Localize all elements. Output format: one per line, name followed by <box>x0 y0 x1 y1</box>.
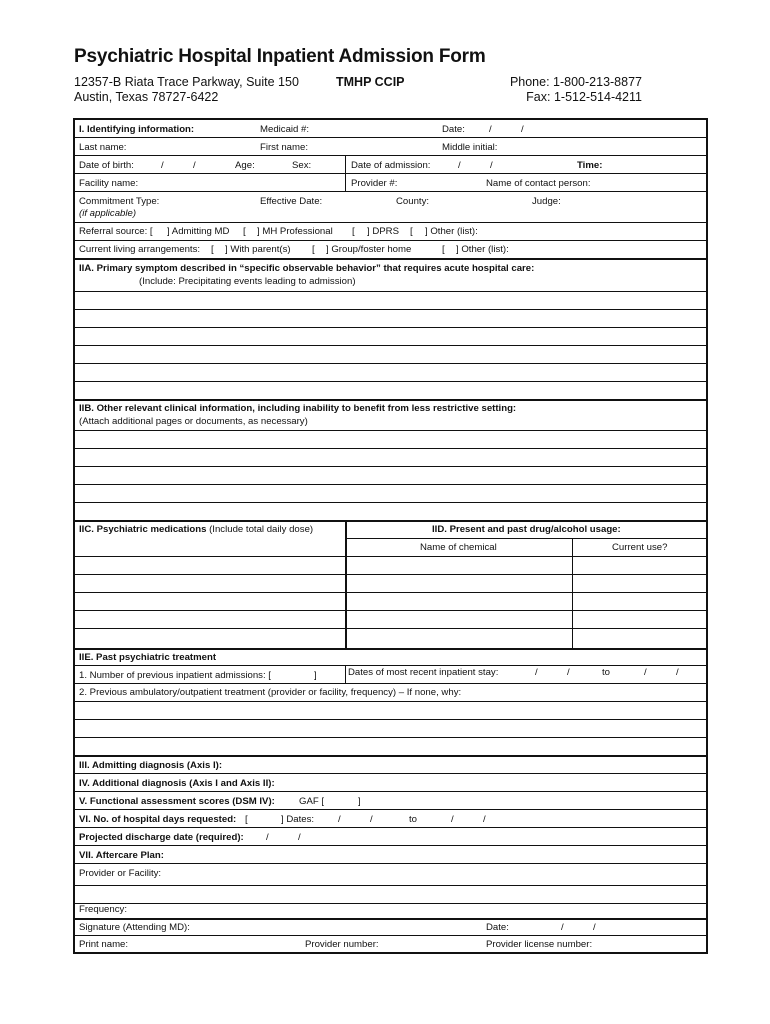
living-arrangements-label: Current living arrangements: <box>79 244 201 255</box>
age-field[interactable]: Age: <box>235 160 255 171</box>
form-title: Psychiatric Hospital Inpatient Admission Form <box>74 46 486 67</box>
referral-other-checkbox[interactable]: ] Other (list): <box>425 226 478 237</box>
bracket: ] <box>314 670 317 681</box>
row-divider <box>75 665 706 666</box>
section-2b-subheading: (Attach additional pages or documents, as necessary) <box>79 416 308 427</box>
section-divider <box>75 648 706 650</box>
recent-stay-field[interactable]: Dates of most recent inpatient stay: <box>348 667 499 678</box>
gaf-score-field[interactable]: GAF [ <box>299 796 325 807</box>
row-divider <box>75 191 706 192</box>
dates-slash: / <box>370 814 373 825</box>
referral-admitting-md-checkbox[interactable]: ] Admitting MD <box>167 226 230 237</box>
row-divider <box>75 222 706 223</box>
date-field[interactable]: Date: <box>442 124 465 135</box>
section-2c-title: IIC. Psychiatric medications <box>79 524 207 535</box>
facility-name-field[interactable]: Facility name: <box>79 178 139 189</box>
bracket: ] <box>358 796 361 807</box>
requested-dates-field[interactable]: ] Dates: <box>281 814 315 825</box>
medication-input-line[interactable] <box>75 556 706 575</box>
aftercare-plan-heading: VII. Aftercare Plan: <box>79 850 164 861</box>
discharge-slash: / <box>298 832 301 843</box>
dob-field[interactable]: Date of birth: <box>79 160 134 171</box>
bracket: [ <box>352 226 355 237</box>
signature-field[interactable]: Signature (Attending MD): <box>79 922 190 933</box>
dob-slash: / <box>193 160 196 171</box>
middle-initial-field[interactable]: Middle initial: <box>442 142 498 153</box>
section-2b-heading: IIB. Other relevant clinical information, including inability to benefit from less restrictive setting: <box>79 403 517 414</box>
fax-number: Fax: 1-512-514-4211 <box>526 90 642 104</box>
section-divider <box>75 520 706 522</box>
signature-date-slash: / <box>593 922 596 933</box>
row-divider <box>75 791 706 792</box>
address-line-2: Austin, Texas 78727-6422 <box>74 90 219 104</box>
symptom-input-line[interactable] <box>75 291 706 310</box>
bracket: [ <box>312 244 315 255</box>
row-divider <box>75 863 706 864</box>
row-divider <box>75 240 706 241</box>
ambulatory-input-line[interactable] <box>75 737 706 756</box>
stay-to-label: to <box>602 667 611 678</box>
row-divider <box>347 538 706 539</box>
first-name-field[interactable]: First name: <box>260 142 308 153</box>
print-name-field[interactable]: Print name: <box>79 939 129 950</box>
admission-date-slash: / <box>490 160 493 171</box>
row-divider <box>75 683 706 684</box>
row-divider <box>75 809 706 810</box>
ambulatory-input-line[interactable] <box>75 701 706 720</box>
county-field[interactable]: County: <box>396 196 430 207</box>
column-divider <box>345 665 346 683</box>
section-divider <box>75 258 706 260</box>
section-2c-heading <box>79 524 313 536</box>
bracket: [ <box>243 226 246 237</box>
provider-number-sign-field[interactable]: Provider number: <box>305 939 379 950</box>
additional-diagnosis-field[interactable]: IV. Additional diagnosis (Axis I and Axis II): <box>79 778 275 789</box>
judge-field[interactable]: Judge: <box>532 196 561 207</box>
provider-number-field[interactable]: Provider #: <box>351 178 398 189</box>
section-2a-heading: IIA. Primary symptom described in “specific observable behavior” that requires acute hospital care: <box>79 263 535 274</box>
living-group-foster-checkbox[interactable]: ] Group/foster home <box>326 244 412 255</box>
signature-date-field[interactable]: Date: <box>486 922 509 933</box>
living-with-parents-checkbox[interactable]: ] With parent(s) <box>225 244 291 255</box>
aftercare-provider-field[interactable]: Provider or Facility: <box>79 868 162 879</box>
clinical-info-input-line[interactable] <box>75 466 706 485</box>
clinical-info-input-line[interactable] <box>75 430 706 449</box>
section-divider <box>75 399 706 401</box>
medication-input-line[interactable] <box>75 628 706 647</box>
admitting-diagnosis-field[interactable]: III. Admitting diagnosis (Axis I): <box>79 760 223 771</box>
provider-license-field[interactable]: Provider license number: <box>486 939 593 950</box>
aftercare-input-line[interactable] <box>75 885 706 904</box>
ambulatory-treatment-label: 2. Previous ambulatory/outpatient treatment (provider or facility, frequency) – If none, why: <box>79 687 462 698</box>
stay-slash: / <box>535 667 538 678</box>
row-divider <box>75 935 706 936</box>
stay-slash: / <box>567 667 570 678</box>
symptom-input-line[interactable] <box>75 309 706 328</box>
contact-person-field[interactable]: Name of contact person: <box>486 178 591 189</box>
symptom-input-line[interactable] <box>75 327 706 346</box>
phone-number: Phone: 1-800-213-8877 <box>509 75 642 89</box>
dates-slash: / <box>483 814 486 825</box>
admission-date-slash: / <box>458 160 461 171</box>
referral-dprs-checkbox[interactable]: ] DPRS <box>367 226 399 237</box>
row-divider <box>75 155 706 156</box>
section-2a-subheading: (Include: Precipitating events leading to admission) <box>139 276 356 287</box>
chemical-column-header: Name of chemical <box>420 542 497 553</box>
address-line-1: 12357-B Riata Trace Parkway, Suite 150 <box>74 75 299 89</box>
row-divider <box>75 845 706 846</box>
dates-to-label: to <box>409 814 418 825</box>
sex-field[interactable]: Sex: <box>292 160 312 171</box>
clinical-info-input-line[interactable] <box>75 484 706 503</box>
referral-source-label: Referral source: [ <box>79 226 153 237</box>
dob-slash: / <box>161 160 164 171</box>
days-requested-field[interactable]: VI. No. of hospital days requested: <box>79 814 237 825</box>
time-field[interactable]: Time: <box>577 160 603 171</box>
symptom-input-line[interactable] <box>75 345 706 364</box>
stay-slash: / <box>676 667 679 678</box>
section-2c-note: (Include total daily dose) <box>209 524 314 535</box>
section-2d-heading: IID. Present and past drug/alcohol usage: <box>432 524 621 535</box>
medicaid-field[interactable]: Medicaid #: <box>260 124 310 135</box>
last-name-field[interactable]: Last name: <box>79 142 127 153</box>
bracket: [ <box>245 814 248 825</box>
date-slash: / <box>521 124 524 135</box>
aftercare-frequency-field[interactable]: Frequency: <box>79 904 127 915</box>
dates-slash: / <box>338 814 341 825</box>
admission-date-field[interactable]: Date of admission: <box>351 160 431 171</box>
contact-block <box>510 75 642 105</box>
referral-mh-professional-checkbox[interactable]: ] MH Professional <box>257 226 333 237</box>
dates-slash: / <box>451 814 454 825</box>
effective-date-field[interactable]: Effective Date: <box>260 196 323 207</box>
medication-input-line[interactable] <box>75 574 706 593</box>
medication-input-line[interactable] <box>75 610 706 629</box>
section-1-heading: I. Identifying information: <box>79 124 195 135</box>
row-divider <box>75 173 706 174</box>
living-other-checkbox[interactable]: ] Other (list): <box>456 244 509 255</box>
bracket: [ <box>211 244 214 255</box>
row-divider <box>75 137 706 138</box>
commitment-type-field[interactable]: Commitment Type: <box>79 196 160 207</box>
admission-form <box>73 118 708 954</box>
date-slash: / <box>489 124 492 135</box>
address-block <box>74 75 299 105</box>
section-divider <box>75 918 706 920</box>
discharge-slash: / <box>266 832 269 843</box>
discharge-date-field[interactable]: Projected discharge date (required): <box>79 832 244 843</box>
medication-input-line[interactable] <box>75 592 706 611</box>
program-name: TMHP CCIP <box>336 75 405 89</box>
stay-slash: / <box>644 667 647 678</box>
row-divider <box>75 773 706 774</box>
row-divider <box>75 903 706 904</box>
current-use-column-header: Current use? <box>612 542 668 553</box>
ambulatory-input-line[interactable] <box>75 719 706 738</box>
previous-admissions-field[interactable]: 1. Number of previous inpatient admissions: [ <box>79 670 271 681</box>
row-divider <box>75 827 706 828</box>
bracket: [ <box>442 244 445 255</box>
section-divider <box>75 755 706 757</box>
clinical-info-input-line[interactable] <box>75 502 706 521</box>
symptom-input-line[interactable] <box>75 381 706 400</box>
if-applicable-note: (if applicable) <box>79 208 137 219</box>
signature-date-slash: / <box>561 922 564 933</box>
bracket: [ <box>410 226 413 237</box>
clinical-info-input-line[interactable] <box>75 448 706 467</box>
section-2e-heading: IIE. Past psychiatric treatment <box>79 652 217 663</box>
symptom-input-line[interactable] <box>75 363 706 382</box>
functional-assessment-label: V. Functional assessment scores (DSM IV): <box>79 796 275 807</box>
